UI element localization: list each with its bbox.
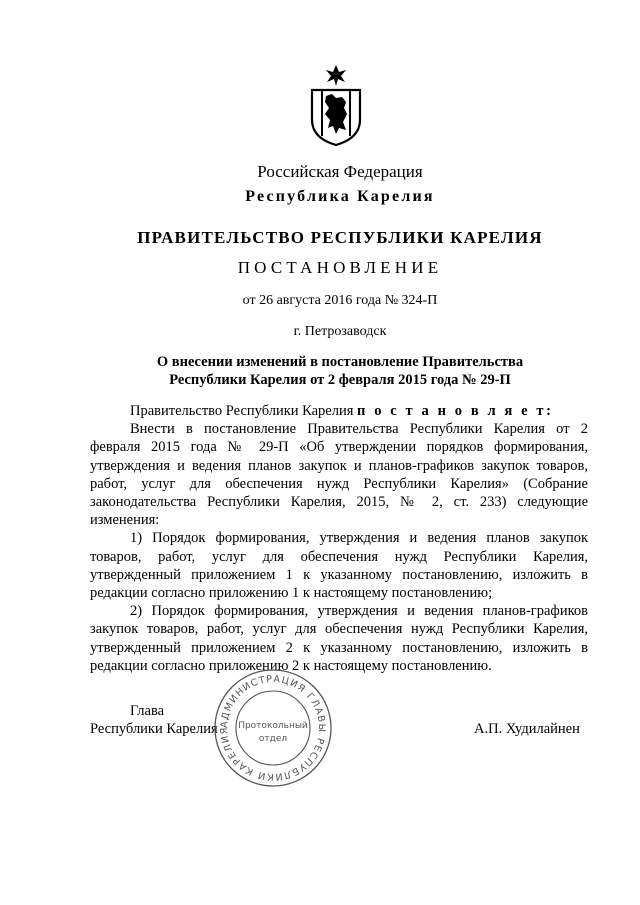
signer-position-line2: Республики Карелия [90, 721, 218, 737]
government-heading: ПРАВИТЕЛЬСТВО РЕСПУБЛИКИ КАРЕЛИЯ [137, 228, 543, 247]
intro-paragraph [90, 402, 588, 420]
intro-prefix: Правительство Республики Карелия [130, 403, 358, 419]
stamp-center-line1: Протокольный [238, 721, 308, 731]
document-title-line1: О внесении изменений в постановление Правительства [156, 354, 524, 370]
document-type: ПОСТАНОВЛЕНИЕ [237, 258, 443, 277]
intro-decides: п о с т а н о в л я е т: [357, 403, 554, 419]
paragraph-item-1: 1) Порядок формирования, утверждения и ведения планов закупок товаров, работ, услуг для обеспечения нужд Республики Карелия, утвержденный приложением 1 к указанному постановлению, изложить в редакции согласно приложению 1 к настоящему постановлению; [90, 530, 588, 602]
official-stamp [212, 667, 334, 789]
document-body [90, 402, 588, 675]
signer-position-line1: Глава [130, 703, 165, 719]
stamp-ring-text: АДМИНИСТРАЦИЯ ГЛАВЫ РЕСПУБЛИКИ КАРЕЛИЯ [218, 673, 328, 783]
document-title-line2: Республики Карелия от 2 февраля 2015 года № 29-П [169, 372, 511, 388]
document-date-number: от 26 августа 2016 года № 324-П [242, 293, 438, 308]
paragraph-main: Внести в постановление Правительства Республики Карелия от 2 февраля 2015 года № 29-П «Об утверждении порядков формирования, утверждения и ведения планов закупок и планов-графиков закупок товаров, работ, услуг для обеспечения нужд Республики Карелия» (Собрание законодательства Республики Карелия, 2015, № 2, ст. 233) следующие изменения: [90, 421, 588, 529]
republic-label: Республика Карелия [245, 188, 435, 205]
karelia-coat-of-arms-icon [306, 64, 366, 146]
signer-name: А.П. Худилайнен [474, 721, 580, 737]
document-city: г. Петрозаводск [293, 324, 387, 339]
stamp-center-line2: отдел [258, 734, 288, 744]
paragraph-item-2: 2) Порядок формирования, утверждения и ведения планов-графиков закупок товаров, работ, услуг для обеспечения нужд Республики Карелия, утвержденный приложением 2 к указанному постановлению, изложить в редакции согласно приложению 2 к настоящему постановлению. [90, 603, 588, 674]
federation-label: Российская Федерация [257, 162, 423, 181]
